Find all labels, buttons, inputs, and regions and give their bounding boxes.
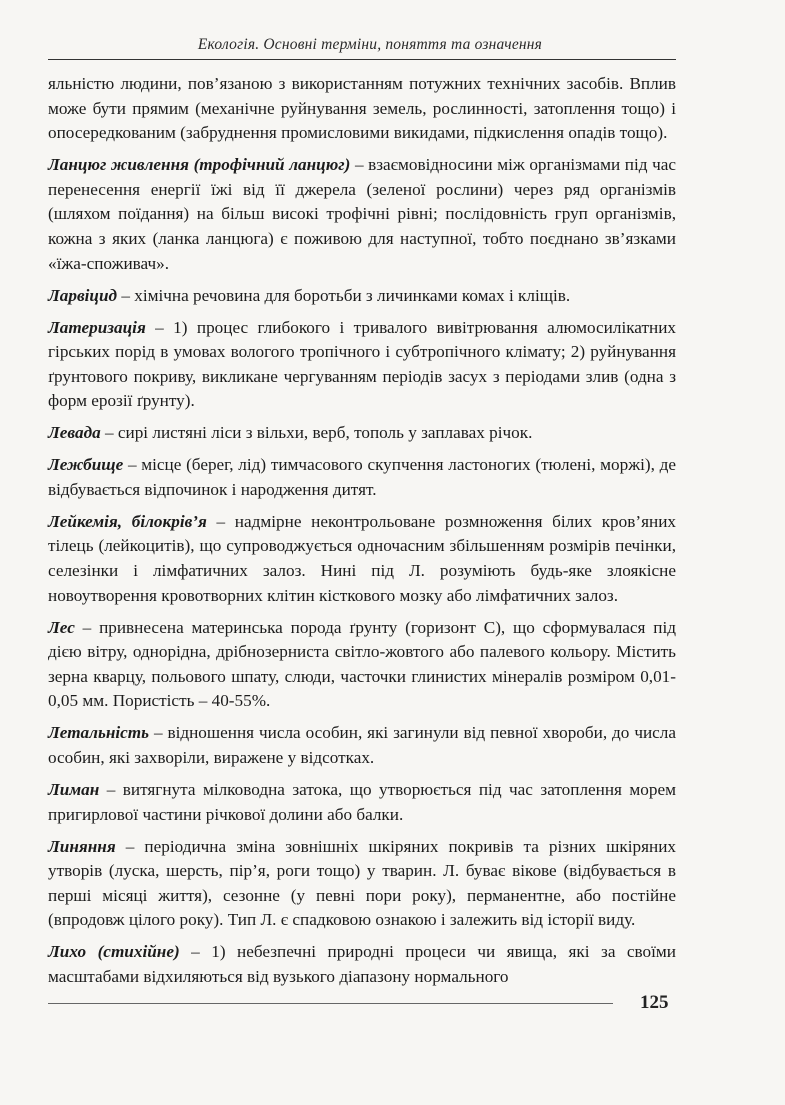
entry-definition: – привнесена материнська порода ґрунту (горизонт С), що сформувалася під дією вітру, однорідна, дрібнозерниста світло-жовтого або палевого кольору. Містить зерна кварцу, польового шпату, слюди, часточки глинистих мінералів розміром 0,01-0,05 мм. Пористість – 40-55%.	[48, 617, 676, 711]
glossary-entry	[48, 453, 676, 502]
entry-term: Лежбище	[48, 455, 124, 475]
glossary-entry	[48, 510, 676, 608]
entry-term: Линяння	[48, 836, 116, 856]
page-number: 125	[640, 992, 669, 1013]
glossary-entry	[48, 721, 676, 770]
glossary-entry	[48, 153, 676, 276]
entry-definition: – сирі листяні ліси з вільхи, верб, тополь у заплавах річок.	[100, 423, 533, 443]
entry-term: Ланцюг живлення (трофічний ланцюг)	[48, 155, 351, 175]
entry-definition: – 1) процес глибокого і тривалого вивітрювання алюмосилікатних гірських порід в умовах вологого тропічного і субтропічного клімату; 2) руйнування ґрунтового покриву, викликане чергуванням періодів засух з періодами злив (одна з форм ерозії ґрунту).	[48, 317, 676, 411]
entry-term: Лиман	[48, 779, 100, 799]
entry-definition: – витягнута мілководна затока, що утворюється під час затоплення морем пригирлової частини річкової долини або балки.	[48, 779, 676, 824]
glossary-entry	[48, 940, 676, 989]
entry-term: Ларвіцид	[48, 285, 118, 305]
glossary-entry	[48, 835, 676, 933]
glossary-entry	[48, 421, 676, 446]
entry-definition: – місце (берег, лід) тимчасового скупчення ластоногих (тюлені, моржі), де відбувається відпочинок і народження дитят.	[48, 455, 676, 499]
header-rule	[48, 59, 676, 60]
glossary-entry	[48, 284, 676, 309]
entry-term: Лес	[48, 617, 75, 637]
running-header: Екологія. Основні терміни, поняття та означення	[197, 36, 543, 53]
entry-term: Лихо (стихійне)	[48, 942, 180, 962]
entry-term: Латеризація	[48, 317, 146, 337]
glossary-entry	[48, 616, 676, 714]
entry-definition: – періодична зміна зовнішніх шкіряних покривів та різних шкіряних утворів (луска, шерсть, пір’я, роги тощо) у тварин. Л. буває вікове (відбувається в перші місяці життя), сезонне (у певні пори року), перманентне, або постійне (впродовж цілого року). Тип Л. є спадковою ознакою і залежить від історії виду.	[48, 836, 676, 930]
entry-definition: – надмірне неконтрольоване розмноження білих кров’яних тілець (лейкоцитів), що супроводжується одночасним збільшенням розмірів печінки, селезінки і лімфатичних залоз. Нині під Л. розуміють будь-яке злоякісне новоутворення кровотворних клітин кісткового мозку або лімфатичних залоз.	[48, 511, 676, 605]
continuation-paragraph: яльністю людини, пов’язаною з використанням потужних технічних засобів. Вплив може бути прямим (механічне руйнування земель, рослинності, затоплення тощо) і опосередкованим (забруднення промисловими викидами, підкислення опадів тощо).	[48, 74, 676, 143]
footer-rule	[48, 1003, 613, 1004]
entry-definition: – відношення числа особин, які загинули від певної хвороби, до числа особин, які захворіли, виражене у відсотках.	[48, 723, 676, 767]
glossary-entry	[48, 778, 676, 827]
entry-term: Лейкемія, білокрів’я	[48, 511, 207, 531]
entry-definition: – хімічна речовина для боротьби з личинками комах і кліщів.	[117, 285, 571, 305]
entry-definition: – взаємовідносини між організмами під час перенесення енергії їжі від її джерела (зеленої рослини) через ряд організмів (шляхом поїдання) на більш високі трофічні рівні; послідовність груп організмів, кожна з яких (ланка ланцюга) є поживою для наступної, тобто поєднано зв’язками «їжа-споживач».	[48, 155, 676, 273]
entry-term: Летальність	[48, 723, 150, 743]
glossary-entry	[48, 316, 676, 414]
entry-definition: – 1) небезпечні природні процеси чи явища, які за своїми масштабами відхиляються від вузького діапазону нормального	[48, 942, 676, 986]
entry-term: Левада	[48, 423, 101, 443]
glossary-body	[48, 72, 676, 997]
